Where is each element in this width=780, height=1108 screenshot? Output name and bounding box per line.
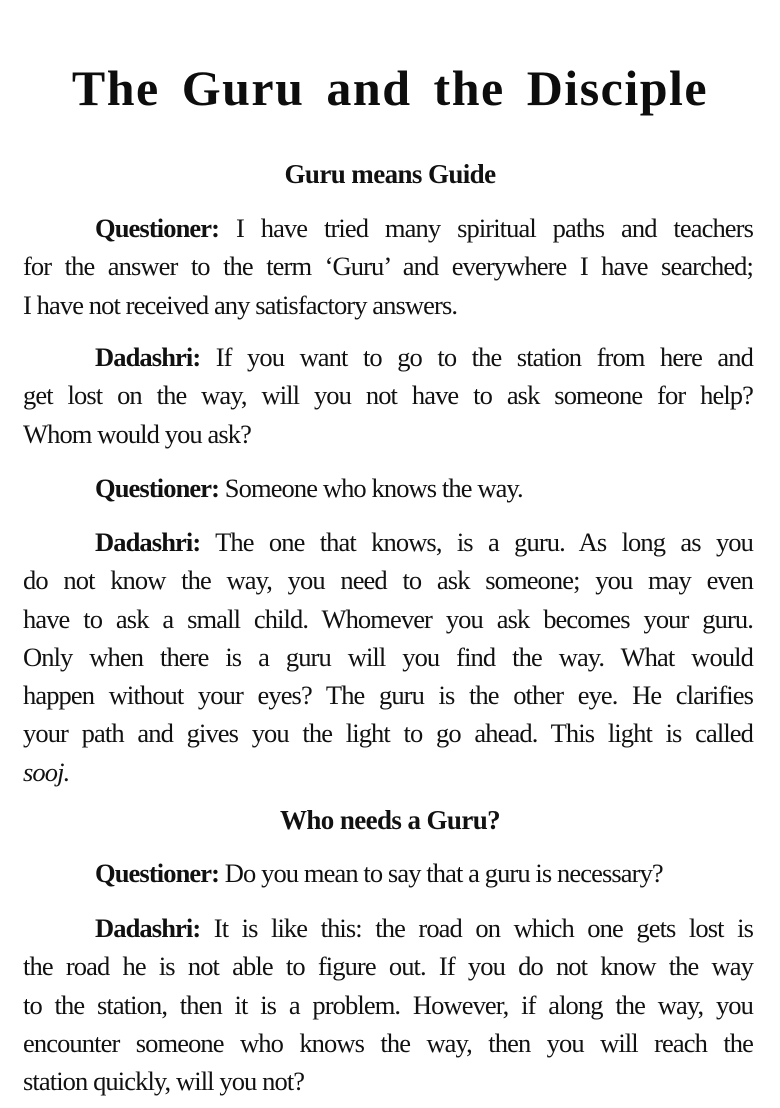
paragraph-line: Only when there is a guru will you find the way. What would [23, 641, 753, 672]
speaker-label: Questioner: [95, 213, 220, 243]
page-title: The Guru and the Disciple [71, 59, 709, 116]
paragraph-line [23, 469, 753, 507]
paragraph-line: station quickly, will you not? [23, 1066, 305, 1097]
paragraph-dadashri-3 [23, 909, 753, 1100]
paragraph-text: Someone who knows the way. [224, 473, 523, 503]
paragraph-text: Do you mean to say that a guru is necessary? [224, 858, 663, 888]
paragraph-line: your path and gives you the light to go ahead. This light is called [23, 718, 753, 749]
paragraph-line: Whom would you ask? [23, 418, 251, 449]
paragraph-line [23, 209, 753, 247]
section-heading-guru-means-guide: Guru means Guide [284, 159, 496, 189]
paragraph-line [23, 523, 753, 561]
paragraph-line: happen without your eyes? The guru is the other eye. He clarifies [23, 680, 753, 711]
paragraph-text: It is like this: the road on which one gets lost is [213, 913, 753, 943]
paragraph-line: get lost on the way, will you not have to ask someone for help? [23, 380, 753, 411]
speaker-label: Questioner: [95, 473, 220, 503]
speaker-label: Dadashri: [95, 527, 201, 557]
italic-term: sooj. [23, 756, 70, 787]
paragraph-questioner-2 [23, 469, 753, 507]
speaker-label: Dadashri: [95, 913, 201, 943]
paragraph-dadashri-1 [23, 338, 753, 453]
section-heading-who-needs-a-guru: Who needs a Guru? [279, 805, 501, 835]
paragraph-line: the road he is not able to figure out. If you do not know the way [23, 951, 753, 982]
paragraph-line: have to ask a small child. Whomever you ask becomes your guru. [23, 603, 753, 634]
paragraph-line [23, 854, 753, 892]
paragraph-line [23, 909, 753, 947]
paragraph-questioner-3 [23, 854, 753, 892]
paragraph-text: If you want to go to the station from here and [215, 342, 753, 372]
paragraph-dadashri-2 [23, 523, 753, 791]
paragraph-line: I have not received any satisfactory answers. [23, 289, 458, 320]
paragraph-text: The one that knows, is a guru. As long as you [215, 527, 753, 557]
paragraph-text: I have tried many spiritual paths and teachers [235, 213, 754, 243]
speaker-label: Dadashri: [95, 342, 201, 372]
paragraph-questioner-1 [23, 209, 753, 324]
paragraph-line [23, 338, 753, 376]
paragraph-line: for the answer to the term ‘Guru’ and everywhere I have searched; [23, 251, 753, 282]
paragraph-line: encounter someone who knows the way, then you will reach the [23, 1027, 753, 1058]
paragraph-line: to the station, then it is a problem. However, if along the way, you [23, 989, 753, 1020]
paragraph-line: do not know the way, you need to ask someone; you may even [23, 565, 753, 596]
speaker-label: Questioner: [95, 858, 220, 888]
